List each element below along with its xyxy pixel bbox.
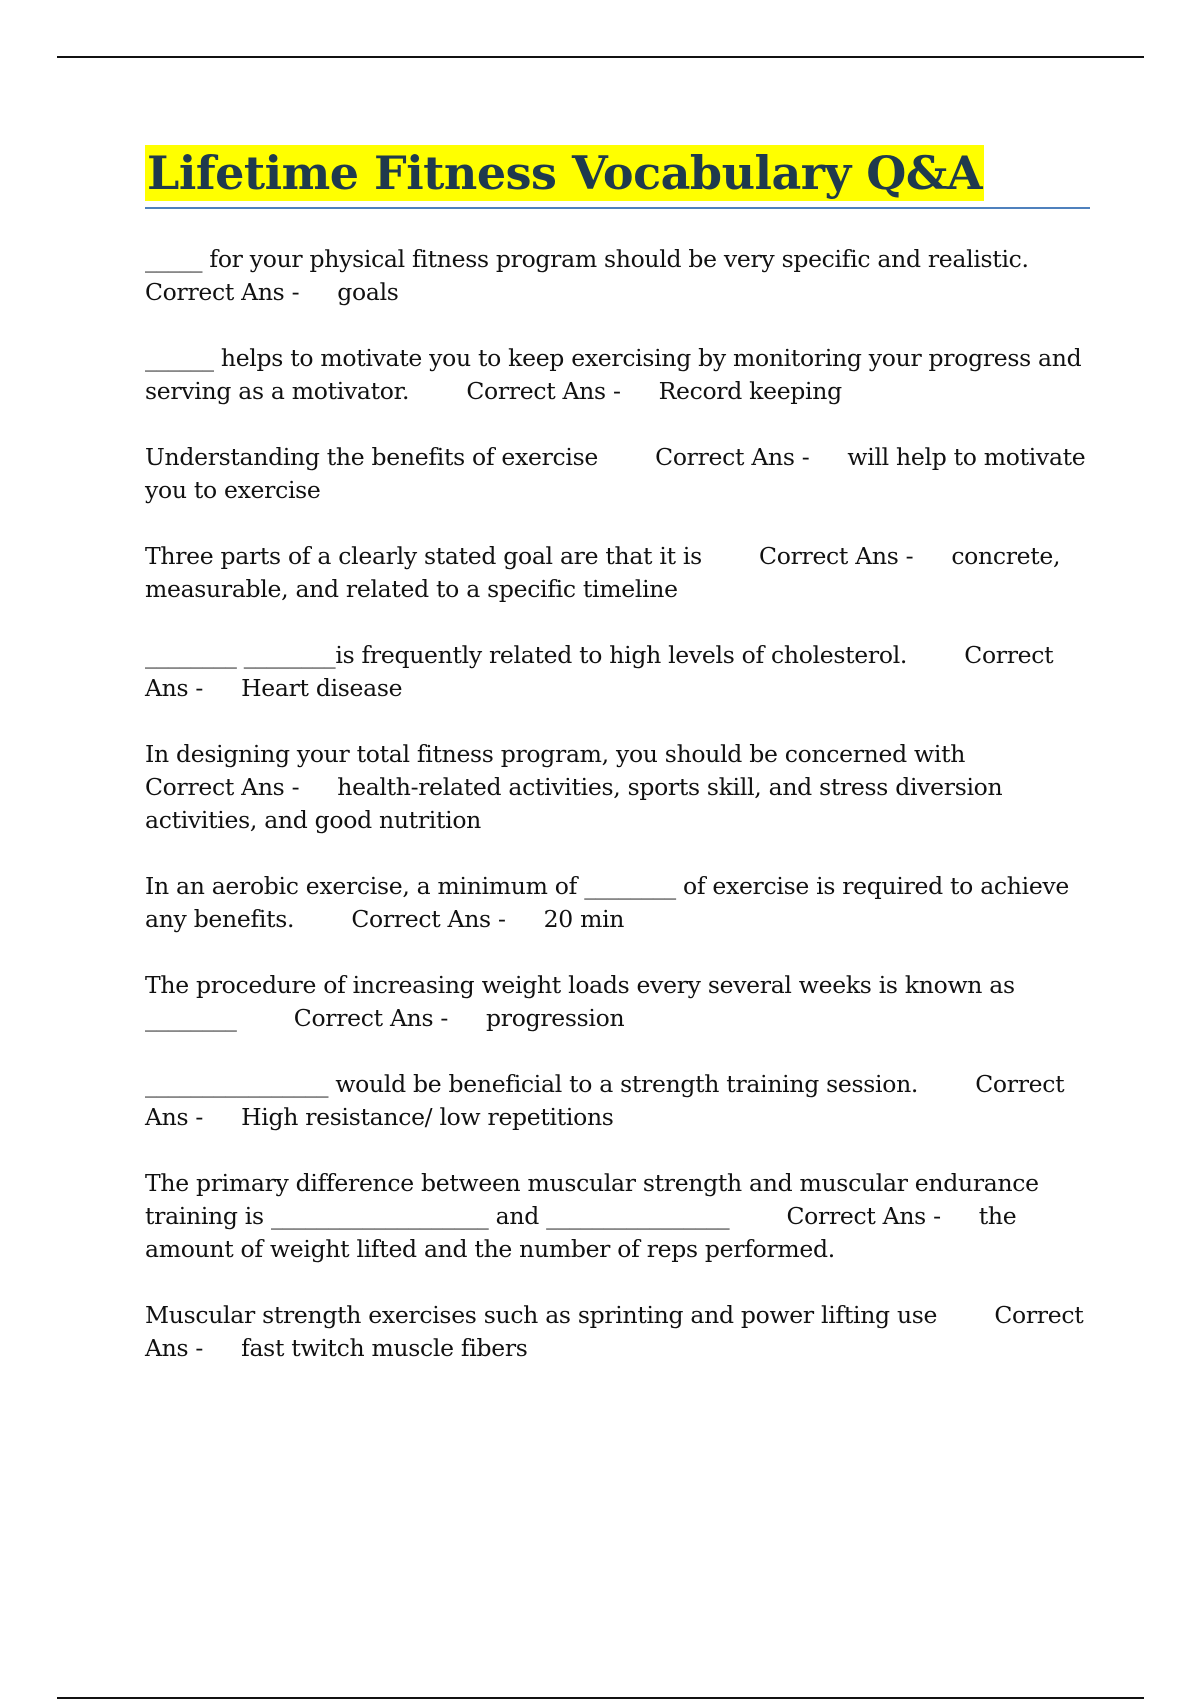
answer-text: Heart disease xyxy=(241,674,403,702)
qa-item xyxy=(145,870,1090,936)
question-text: _____ for your physical fitness program should be very specific and realistic. xyxy=(145,245,1029,273)
answer-label: Correct Ans - xyxy=(351,905,506,933)
answer-text: goals xyxy=(337,278,399,306)
question-text: Understanding the benefits of exercise xyxy=(145,443,598,471)
answer-text: the amount of weight lifted and the number of reps performed. xyxy=(145,1202,1017,1263)
answer-label: Correct Ans - xyxy=(145,1301,1084,1362)
qa-item xyxy=(145,639,1090,705)
question-text: ________ ________is frequently related to high levels of cholesterol. xyxy=(145,641,908,669)
qa-item xyxy=(145,969,1090,1035)
answer-label: Correct Ans - xyxy=(145,773,300,801)
answer-label: Correct Ans - xyxy=(466,377,621,405)
answer-text: Record keeping xyxy=(658,377,842,405)
qa-item xyxy=(145,738,1090,837)
answer-text: 20 min xyxy=(543,905,625,933)
qa-item xyxy=(145,1299,1090,1365)
qa-item xyxy=(145,1167,1090,1266)
question-text: Three parts of a clearly stated goal are that it is xyxy=(145,542,702,570)
qa-item xyxy=(145,1068,1090,1134)
answer-text: will help to motivate you to exercise xyxy=(145,443,1086,504)
question-text: In an aerobic exercise, a minimum of ________ of exercise is required to achieve any benefits. xyxy=(145,872,1070,933)
answer-label: Correct Ans - xyxy=(759,542,914,570)
question-text: In designing your total fitness program, you should be concerned with xyxy=(145,740,966,768)
qa-item xyxy=(145,540,1090,606)
question-text: ______ helps to motivate you to keep exercising by monitoring your progress and serving as a motivator. xyxy=(145,344,1082,405)
question-text: ________________ would be beneficial to a strength training session. xyxy=(145,1070,919,1098)
question-text: Muscular strength exercises such as sprinting and power lifting use xyxy=(145,1301,938,1329)
question-text: The procedure of increasing weight loads every several weeks is known as ________ xyxy=(145,971,1015,1032)
document-title: Lifetime Fitness Vocabulary Q&A xyxy=(147,146,983,200)
title-block xyxy=(145,145,1090,209)
answer-label: Correct Ans - xyxy=(655,443,810,471)
answer-label: Correct Ans - xyxy=(145,1070,1065,1131)
answer-text: High resistance/ low repetitions xyxy=(241,1103,614,1131)
document-body xyxy=(145,145,1090,1398)
qa-list xyxy=(145,243,1090,1365)
qa-item xyxy=(145,441,1090,507)
qa-item xyxy=(145,342,1090,408)
answer-text: concrete, measurable, and related to a specific timeline xyxy=(145,542,1061,603)
answer-label: Correct Ans - xyxy=(145,278,300,306)
page-bottom-rule xyxy=(57,1697,1144,1699)
page-top-rule xyxy=(57,56,1144,58)
answer-text: health-related activities, sports skill, and stress diversion activities, and good nutrition xyxy=(145,773,1003,834)
answer-text: fast twitch muscle fibers xyxy=(241,1334,528,1362)
answer-label: Correct Ans - xyxy=(145,641,1054,702)
answer-label: Correct Ans - xyxy=(293,1004,449,1032)
answer-label: Correct Ans - xyxy=(786,1202,941,1230)
qa-item xyxy=(145,243,1090,309)
question-text: The primary difference between muscular strength and muscular endurance training is ___________________ and ________________ xyxy=(145,1169,1039,1230)
answer-text: progression xyxy=(486,1004,625,1032)
